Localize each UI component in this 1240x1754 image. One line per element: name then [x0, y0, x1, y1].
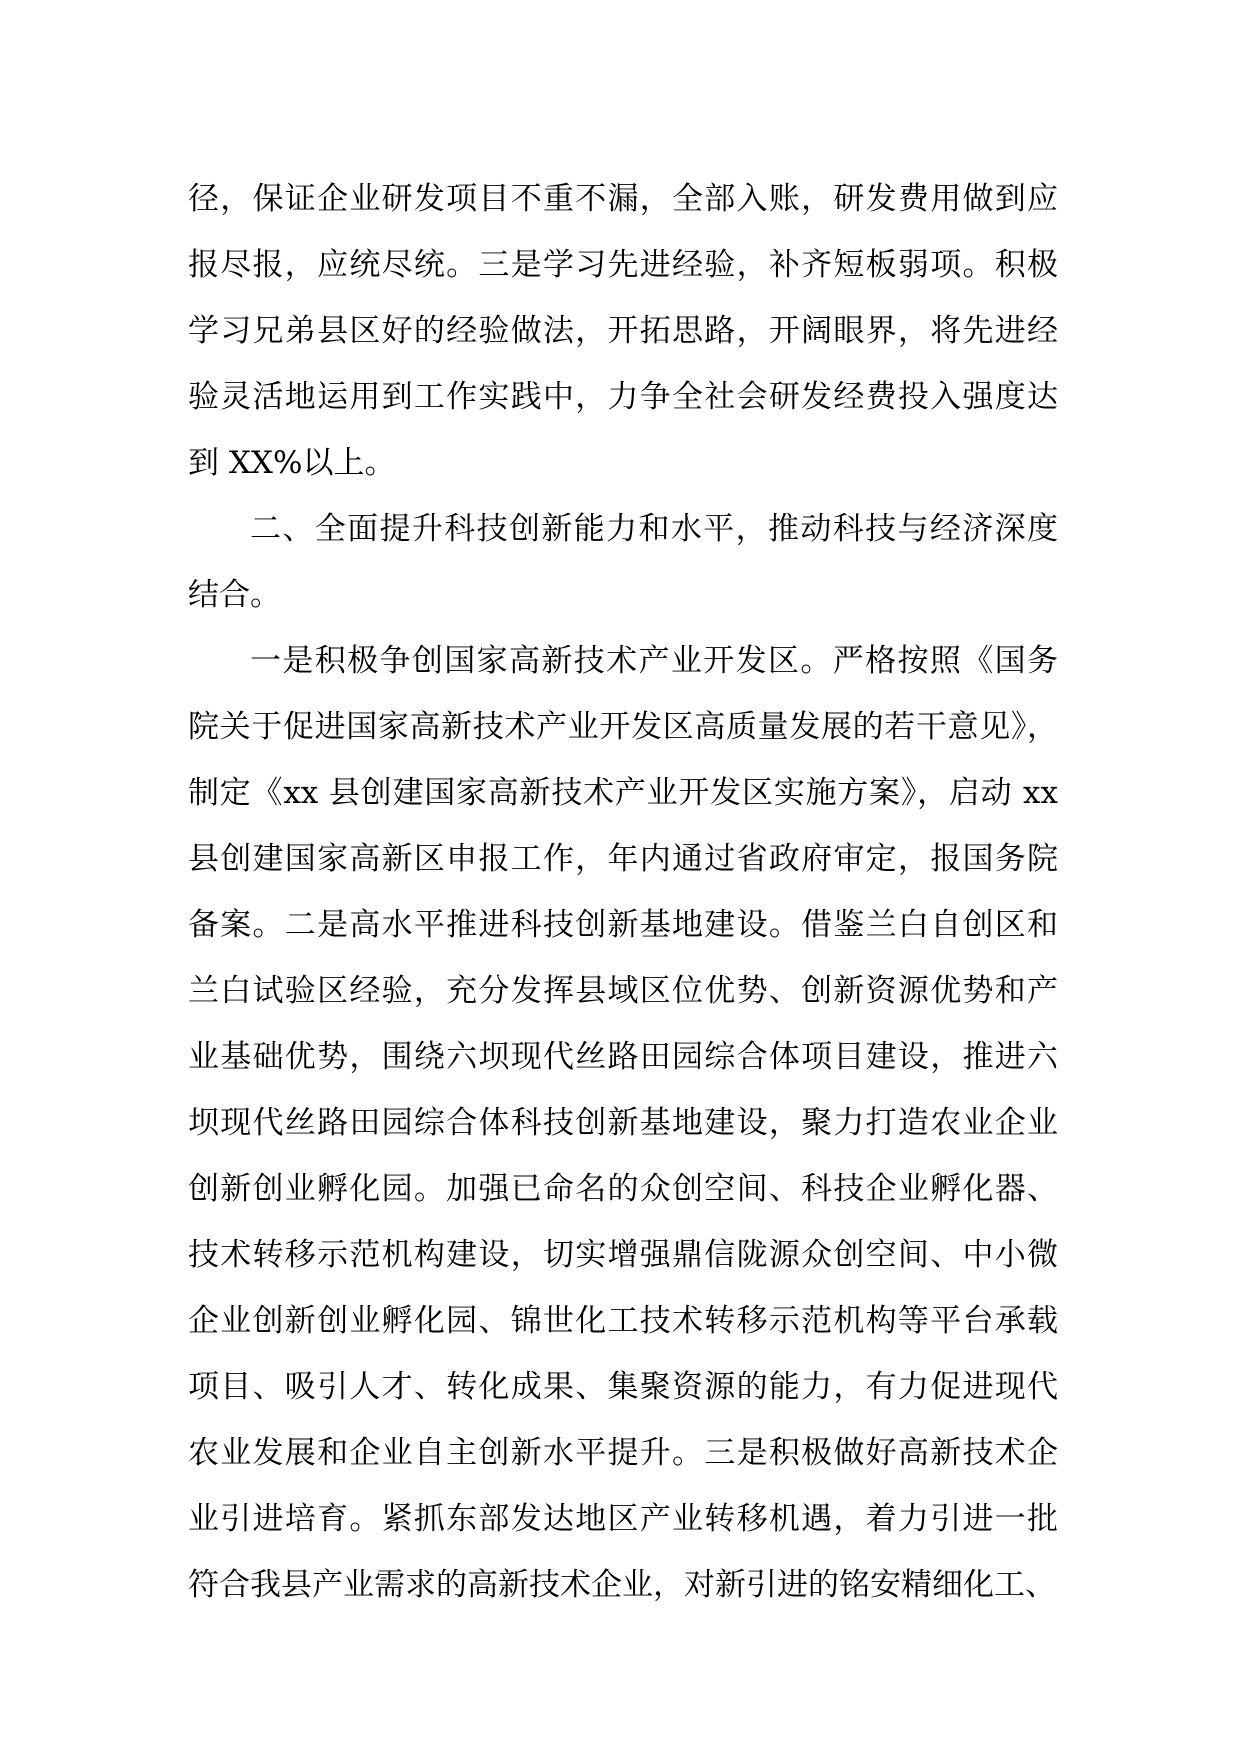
text-line: 学习兄弟县区好的经验做法，开拓思路，开阔眼界，将先进经 — [188, 313, 1058, 349]
text-line: 创新创业孵化园。加强已命名的众创空间、科技企业孵化器、 — [188, 1171, 1058, 1207]
text-line: 制定《xx 县创建国家高新技术产业开发区实施方案》，启动 xx — [188, 775, 1058, 811]
text-line: 院关于促进国家高新技术产业开发区高质量发展的若干意见》， — [188, 709, 1058, 745]
text-line: 符合我县产业需求的高新技术企业，对新引进的铭安精细化工、 — [188, 1567, 1056, 1603]
text-line: 业基础优势，围绕六坝现代丝路田园综合体项目建设，推进六 — [188, 1039, 1058, 1075]
text-line: 一是积极争创国家高新技术产业开发区。严格按照《国务 — [250, 643, 1058, 679]
text-line: 验灵活地运用到工作实践中，力争全社会研发经费投入强度达 — [188, 379, 1058, 415]
section-heading — [188, 496, 1058, 628]
text-line: 业引进培育。紧抓东部发达地区产业转移机遇，着力引进一批 — [188, 1501, 1058, 1537]
text-line: 结合。 — [188, 577, 281, 613]
document-body — [188, 166, 1058, 1618]
text-line: 备案。二是高水平推进科技创新基地建设。借鉴兰白自创区和 — [188, 907, 1058, 943]
text-line: 到 XX%以上。 — [188, 445, 396, 481]
text-line: 坝现代丝路田园综合体科技创新基地建设，聚力打造农业企业 — [188, 1105, 1058, 1141]
text-line: 技术转移示范机构建设，切实增强鼎信陇源众创空间、中小微 — [188, 1237, 1058, 1273]
text-line: 兰白试验区经验，充分发挥县域区位优势、创新资源优势和产 — [188, 973, 1058, 1009]
paragraph-3 — [188, 628, 1058, 1618]
text-line: 项目、吸引人才、转化成果、集聚资源的能力，有力促进现代 — [188, 1369, 1058, 1405]
text-line: 报尽报，应统尽统。三是学习先进经验，补齐短板弱项。积极 — [188, 247, 1058, 283]
text-line: 农业发展和企业自主创新水平提升。三是积极做好高新技术企 — [188, 1435, 1058, 1471]
text-line: 径，保证企业研发项目不重不漏，全部入账，研发费用做到应 — [188, 181, 1058, 217]
text-line: 二、全面提升科技创新能力和水平，推动科技与经济深度 — [250, 511, 1058, 547]
paragraph-1 — [188, 166, 1058, 496]
text-line: 县创建国家高新区申报工作，年内通过省政府审定，报国务院 — [188, 841, 1058, 877]
text-line: 企业创新创业孵化园、锦世化工技术转移示范机构等平台承载 — [188, 1303, 1058, 1339]
